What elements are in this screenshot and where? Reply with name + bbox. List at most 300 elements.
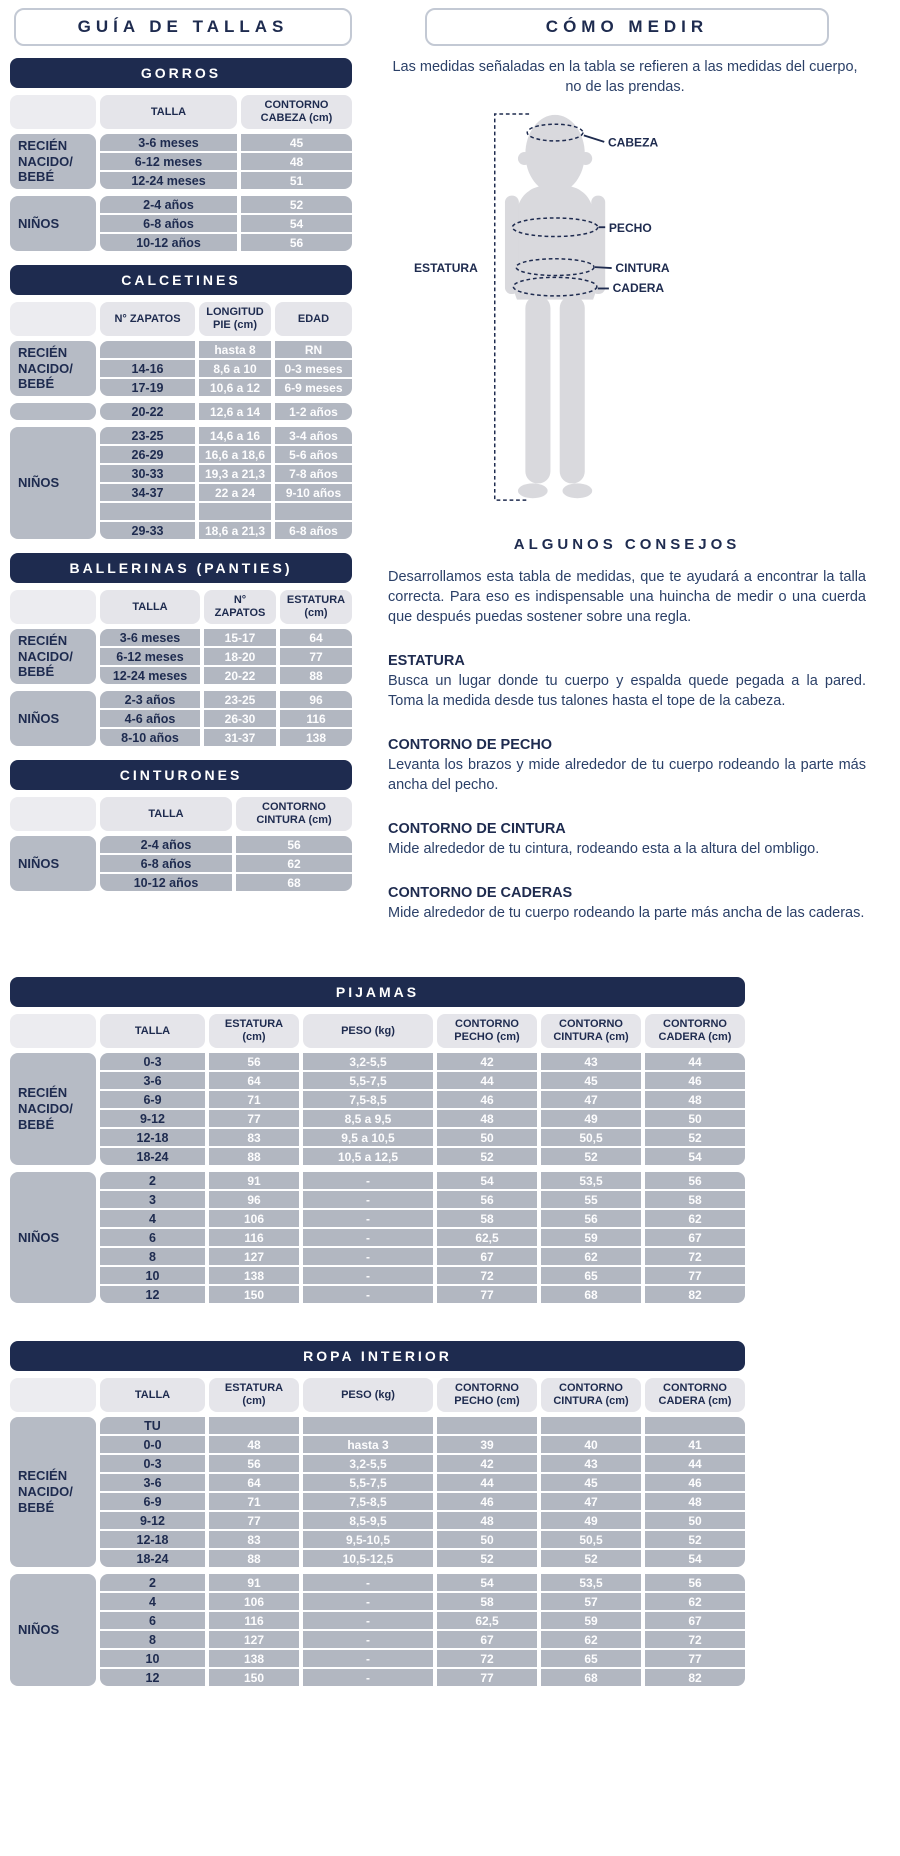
table-cell: 8 (100, 1631, 205, 1648)
table-cell: 64 (209, 1072, 299, 1089)
category-cell: RECIÉN NACIDO/ BEBÉ (10, 1417, 96, 1567)
table-row (100, 648, 352, 665)
ballerinas-section-title: BALLERINAS (PANTIES) (10, 553, 352, 583)
tip-contorno-cintura (388, 821, 866, 859)
table-cell: 52 (437, 1550, 537, 1567)
group-rows (100, 1172, 745, 1303)
table-row (100, 629, 352, 646)
table-cell: 54 (437, 1574, 537, 1591)
table-cell: 77 (209, 1110, 299, 1127)
table-cell: 12,6 a 14 (199, 403, 271, 420)
table-cell: 48 (209, 1436, 299, 1453)
table-row (100, 836, 352, 853)
table-cell: - (303, 1612, 433, 1629)
column-header: TALLA (100, 1378, 205, 1412)
table-cell: 91 (209, 1172, 299, 1189)
table-cell: - (303, 1593, 433, 1610)
table-cell: 6 (100, 1612, 205, 1629)
table-cell: 2 (100, 1172, 205, 1189)
group-rows (100, 196, 352, 251)
table-group (10, 341, 352, 396)
table-cell: 8 (100, 1248, 205, 1265)
table-cell (100, 503, 195, 520)
table-cell: 6-12 meses (100, 153, 237, 170)
tip-cintura-text: Mide alrededor de tu cintura, rodeando esta a la altura del ombligo. (388, 841, 820, 858)
table-cell: 53,5 (541, 1172, 641, 1189)
table-row (100, 1631, 745, 1648)
table-row (100, 1191, 745, 1208)
table-cell: 45 (541, 1474, 641, 1491)
table-row (100, 1669, 745, 1686)
table-cell: TU (100, 1417, 205, 1434)
table-row (100, 1286, 745, 1303)
table-cell: - (303, 1267, 433, 1284)
table-cell: 88 (209, 1148, 299, 1165)
table-row (100, 874, 352, 891)
table-cell: 50,5 (541, 1531, 641, 1548)
tip-estatura-heading: ESTATURA (388, 653, 465, 670)
table-cell: 72 (645, 1631, 745, 1648)
estatura-label: ESTATURA (413, 260, 478, 275)
pijamas-table (10, 977, 745, 1303)
table-row (100, 1053, 745, 1070)
table-cell: 68 (541, 1286, 641, 1303)
table-cell: 46 (645, 1072, 745, 1089)
tip-pecho-text: Levanta los brazos y mide alrededor de tu cuerpo rodeando la parte más ancha del pecho. (388, 757, 866, 794)
table-cell: 48 (645, 1091, 745, 1108)
table-group (10, 1417, 745, 1567)
child-silhouette-image (505, 115, 605, 498)
table-cell: 10,5 a 12,5 (303, 1148, 433, 1165)
table-row (100, 215, 352, 232)
group-rows (100, 134, 352, 189)
table-cell: 42 (437, 1053, 537, 1070)
table-cell: 62 (645, 1210, 745, 1227)
table-cell: 52 (645, 1531, 745, 1548)
table-row (100, 427, 352, 444)
table-cell: 2-4 años (100, 836, 232, 853)
table-cell: 39 (437, 1436, 537, 1453)
cabeza-label: CABEZA (607, 135, 659, 150)
table-row (100, 341, 352, 358)
table-cell: 4 (100, 1210, 205, 1227)
table-cell: - (303, 1669, 433, 1686)
table-cell: 14,6 a 16 (199, 427, 271, 444)
table-cell: 18-20 (204, 648, 276, 665)
group-rows (100, 629, 352, 684)
table-cell: 26-30 (204, 710, 276, 727)
table-cell: 72 (437, 1650, 537, 1667)
table-cell: 96 (209, 1191, 299, 1208)
table-cell: 116 (280, 710, 352, 727)
how-to-measure-title: CÓMO MEDIR (425, 8, 829, 46)
table-cell: 54 (645, 1148, 745, 1165)
table-row (100, 1091, 745, 1108)
table-cell: 0-3 (100, 1455, 205, 1472)
table-cell: 44 (437, 1474, 537, 1491)
body-measurement-diagram (388, 101, 866, 528)
table-cell: 8-10 años (100, 729, 200, 746)
table-cell: 52 (645, 1129, 745, 1146)
table-header-row (10, 590, 352, 624)
table-group (10, 1053, 745, 1165)
tip-caderas-heading: CONTORNO DE CADERAS (388, 885, 573, 902)
table-group (10, 691, 352, 746)
corner-cell (10, 1014, 96, 1048)
table-cell: 23-25 (100, 427, 195, 444)
table-cell: 12-18 (100, 1129, 205, 1146)
table-row (100, 1229, 745, 1246)
table-cell: 67 (645, 1229, 745, 1246)
table-row (100, 710, 352, 727)
table-cell: 12-24 meses (100, 172, 237, 189)
table-cell: 9-12 (100, 1512, 205, 1529)
column-header: TALLA (100, 1014, 205, 1048)
table-group (10, 134, 352, 189)
table-cell: 77 (209, 1512, 299, 1529)
table-group (10, 1574, 745, 1686)
table-cell: 6-8 años (275, 522, 352, 539)
table-cell: 77 (437, 1286, 537, 1303)
estatura-dashed-line (495, 114, 529, 500)
category-cell (10, 403, 96, 420)
group-rows (100, 691, 352, 746)
group-rows (100, 341, 352, 396)
table-row (100, 1612, 745, 1629)
header-grid (100, 590, 352, 624)
table-header-row (10, 1378, 745, 1412)
table-cell: 2 (100, 1574, 205, 1591)
table-cell: 77 (645, 1650, 745, 1667)
table-cell: 8,5-9,5 (303, 1512, 433, 1529)
table-cell: 48 (645, 1493, 745, 1510)
table-cell: 72 (437, 1267, 537, 1284)
table-row (100, 172, 352, 189)
table-header-row (10, 1014, 745, 1048)
table-cell: 71 (209, 1493, 299, 1510)
table-cell: 7,5-8,5 (303, 1091, 433, 1108)
table-cell: 3-6 (100, 1474, 205, 1491)
calcetines-table (10, 265, 352, 539)
table-cell: 72 (645, 1248, 745, 1265)
table-row (100, 855, 352, 872)
table-header-row (10, 302, 352, 336)
table-row (100, 1267, 745, 1284)
table-cell: - (303, 1210, 433, 1227)
ropa-interior-table (10, 1341, 745, 1686)
table-cell: 6-9 (100, 1493, 205, 1510)
table-cell: 49 (541, 1110, 641, 1127)
table-row (100, 1129, 745, 1146)
table-cell: 54 (645, 1550, 745, 1567)
table-cell: 50,5 (541, 1129, 641, 1146)
table-cell: 53,5 (541, 1574, 641, 1591)
table-cell: 52 (541, 1148, 641, 1165)
table-cell (437, 1417, 537, 1434)
table-row (100, 403, 352, 420)
bottom-section (10, 977, 745, 1686)
table-cell: 0-3 meses (275, 360, 352, 377)
table-row (100, 1550, 745, 1567)
table-cell: 10 (100, 1267, 205, 1284)
table-group (10, 629, 352, 684)
table-cell: 20-22 (100, 403, 195, 420)
table-cell: 52 (437, 1148, 537, 1165)
cinturones-table (10, 760, 352, 891)
table-row (100, 667, 352, 684)
column-header: N° ZAPATOS (204, 590, 276, 624)
table-row (100, 465, 352, 482)
header-grid (100, 302, 352, 336)
table-cell: 6 (100, 1229, 205, 1246)
table-row (100, 1248, 745, 1265)
table-cell: 0-3 (100, 1053, 205, 1070)
table-cell: 96 (280, 691, 352, 708)
column-header: CONTORNO CABEZA (cm) (241, 95, 352, 129)
category-cell: NIÑOS (10, 836, 96, 891)
table-cell (303, 1417, 433, 1434)
table-group (10, 403, 352, 420)
table-cell: 150 (209, 1669, 299, 1686)
table-cell: 3-4 años (275, 427, 352, 444)
table-cell: 77 (645, 1267, 745, 1284)
column-header: EDAD (275, 302, 352, 336)
table-row (100, 1172, 745, 1189)
table-cell: 4-6 años (100, 710, 200, 727)
table-group (10, 427, 352, 539)
tip-estatura (388, 653, 866, 711)
size-guide-column (10, 8, 352, 949)
table-row (100, 153, 352, 170)
table-cell: 18-24 (100, 1550, 205, 1567)
table-cell: 12 (100, 1669, 205, 1686)
gorros-section-title: GORROS (10, 58, 352, 88)
table-cell: 68 (236, 874, 352, 891)
corner-cell (10, 95, 96, 129)
table-cell: 77 (437, 1669, 537, 1686)
corner-cell (10, 302, 96, 336)
category-cell: NIÑOS (10, 427, 96, 539)
tip-caderas-text: Mide alrededor de tu cuerpo rodeando la parte más ancha de las caderas. (388, 905, 865, 922)
table-cell: 5-6 años (275, 446, 352, 463)
table-cell: 77 (280, 648, 352, 665)
table-cell: 59 (541, 1612, 641, 1629)
table-cell: 116 (209, 1612, 299, 1629)
table-cell: 6-8 años (100, 855, 232, 872)
table-row (100, 1455, 745, 1472)
table-row (100, 691, 352, 708)
table-cell: 10-12 años (100, 234, 237, 251)
table-cell: 14-16 (100, 360, 195, 377)
table-cell: 116 (209, 1229, 299, 1246)
table-cell: 48 (241, 153, 352, 170)
table-cell: 55 (541, 1191, 641, 1208)
table-row (100, 1148, 745, 1165)
column-header: CONTORNO CINTURA (cm) (236, 797, 352, 831)
cintura-label: CINTURA (615, 260, 670, 275)
table-cell: 82 (645, 1286, 745, 1303)
table-cell: 64 (209, 1474, 299, 1491)
column-header: ESTATURA (cm) (209, 1014, 299, 1048)
category-cell: RECIÉN NACIDO/ BEBÉ (10, 134, 96, 189)
table-cell: 17-19 (100, 379, 195, 396)
table-cell: 47 (541, 1493, 641, 1510)
corner-cell (10, 1378, 96, 1412)
table-cell: 44 (645, 1053, 745, 1070)
column-header: ESTATURA (cm) (280, 590, 352, 624)
table-cell: 8,5 a 9,5 (303, 1110, 433, 1127)
category-cell: NIÑOS (10, 691, 96, 746)
table-cell: 45 (241, 134, 352, 151)
tip-estatura-text: Busca un lugar donde tu cuerpo y espalda quede pegada a la pared. Toma la medida desde tus talones hasta el tope de la cabeza. (388, 673, 866, 710)
table-row (100, 1531, 745, 1548)
table-group (10, 836, 352, 891)
table-cell: 54 (241, 215, 352, 232)
tip-cintura-heading: CONTORNO DE CINTURA (388, 821, 566, 838)
how-to-measure-column (388, 8, 890, 949)
corner-cell (10, 797, 96, 831)
table-cell: 56 (236, 836, 352, 853)
table-cell: 41 (645, 1436, 745, 1453)
table-cell: 31-37 (204, 729, 276, 746)
table-cell: 49 (541, 1512, 641, 1529)
table-row (100, 522, 352, 539)
table-cell: 5,5-7,5 (303, 1072, 433, 1089)
column-header: ESTATURA (cm) (209, 1378, 299, 1412)
table-cell: - (303, 1248, 433, 1265)
group-rows (100, 427, 352, 539)
table-cell: 50 (437, 1129, 537, 1146)
table-cell: 3-6 meses (100, 134, 237, 151)
column-header: PESO (kg) (303, 1014, 433, 1048)
table-cell: 54 (437, 1172, 537, 1189)
table-cell: 65 (541, 1267, 641, 1284)
table-group (10, 1172, 745, 1303)
table-cell: 34-37 (100, 484, 195, 501)
table-cell: 2-4 años (100, 196, 237, 213)
table-cell (100, 341, 195, 358)
table-row (100, 234, 352, 251)
header-grid (100, 95, 352, 129)
table-cell (209, 1417, 299, 1434)
table-cell: - (303, 1229, 433, 1246)
table-cell: 56 (209, 1455, 299, 1472)
table-cell: 20-22 (204, 667, 276, 684)
table-cell (541, 1417, 641, 1434)
table-cell: 15-17 (204, 629, 276, 646)
table-cell: 46 (645, 1474, 745, 1491)
column-header: CONTORNO PECHO (cm) (437, 1378, 537, 1412)
table-cell: 51 (241, 172, 352, 189)
table-cell: 5,5-7,5 (303, 1474, 433, 1491)
table-cell: 71 (209, 1091, 299, 1108)
table-cell: 138 (280, 729, 352, 746)
table-cell: RN (275, 341, 352, 358)
column-header: N° ZAPATOS (100, 302, 195, 336)
table-cell: 67 (645, 1612, 745, 1629)
table-cell: 56 (241, 234, 352, 251)
column-header: TALLA (100, 797, 232, 831)
ropa_interior-section-title: ROPA INTERIOR (10, 1341, 745, 1371)
cinturones-section-title: CINTURONES (10, 760, 352, 790)
table-cell: 64 (280, 629, 352, 646)
table-cell: 82 (645, 1669, 745, 1686)
table-cell: 62 (645, 1593, 745, 1610)
table-cell (645, 1417, 745, 1434)
tip-contorno-caderas (388, 885, 866, 923)
table-cell: 10,6 a 12 (199, 379, 271, 396)
table-cell: 106 (209, 1210, 299, 1227)
column-header: CONTORNO CADERA (cm) (645, 1378, 745, 1412)
category-cell: NIÑOS (10, 1172, 96, 1303)
table-cell: hasta 3 (303, 1436, 433, 1453)
table-cell: 23-25 (204, 691, 276, 708)
table-cell: 3,2-5,5 (303, 1455, 433, 1472)
table-cell (199, 503, 271, 520)
pecho-label: PECHO (608, 220, 652, 235)
table-row (100, 446, 352, 463)
table-cell: 6-8 años (100, 215, 237, 232)
group-rows (100, 1574, 745, 1686)
table-cell: 62 (541, 1631, 641, 1648)
column-header: CONTORNO CINTURA (cm) (541, 1378, 641, 1412)
table-cell: 42 (437, 1455, 537, 1472)
table-row (100, 1512, 745, 1529)
table-cell: 58 (437, 1593, 537, 1610)
table-cell: 26-29 (100, 446, 195, 463)
table-row (100, 134, 352, 151)
column-header: CONTORNO CADERA (cm) (645, 1014, 745, 1048)
table-cell: 7,5-8,5 (303, 1493, 433, 1510)
table-cell: 0-0 (100, 1436, 205, 1453)
table-cell: 58 (645, 1191, 745, 1208)
column-header: TALLA (100, 95, 237, 129)
column-header: CONTORNO CINTURA (cm) (541, 1014, 641, 1048)
table-cell: 56 (645, 1574, 745, 1591)
table-row (100, 1110, 745, 1127)
measure-intro-text: Las medidas señaladas en la tabla se refieren a las medidas del cuerpo, no de las prendas. (392, 59, 858, 95)
table-cell: 9,5-10,5 (303, 1531, 433, 1548)
table-row (100, 1593, 745, 1610)
column-header: TALLA (100, 590, 200, 624)
table-cell: 45 (541, 1072, 641, 1089)
table-row (100, 1650, 745, 1667)
group-rows (100, 1053, 745, 1165)
table-cell: 138 (209, 1650, 299, 1667)
cadera-label: CADERA (612, 281, 665, 296)
table-cell: 22 a 24 (199, 484, 271, 501)
header-grid (100, 1014, 745, 1048)
table-cell: 88 (209, 1550, 299, 1567)
pijamas-section-title: PIJAMAS (10, 977, 745, 1007)
table-cell: - (303, 1631, 433, 1648)
table-cell: 3-6 meses (100, 629, 200, 646)
cabeza-leader-line (584, 135, 604, 141)
table-cell: 83 (209, 1531, 299, 1548)
table-cell: 6-9 (100, 1091, 205, 1108)
table-cell: 62,5 (437, 1612, 537, 1629)
table-cell: 40 (541, 1436, 641, 1453)
tips-intro-text: Desarrollamos esta tabla de medidas, que te ayudará a encontrar la talla correcta. Para eso es indispensable una huincha de medir o una cuerda que después puedas sostener sobre una regla. (388, 569, 866, 626)
table-cell: 56 (645, 1172, 745, 1189)
table-cell: 8,6 a 10 (199, 360, 271, 377)
table-row (100, 484, 352, 501)
table-cell: 30-33 (100, 465, 195, 482)
table-row (100, 1072, 745, 1089)
table-cell: 18-24 (100, 1148, 205, 1165)
table-cell: 1-2 años (275, 403, 352, 420)
size-guide-title: GUÍA DE TALLAS (14, 8, 352, 46)
